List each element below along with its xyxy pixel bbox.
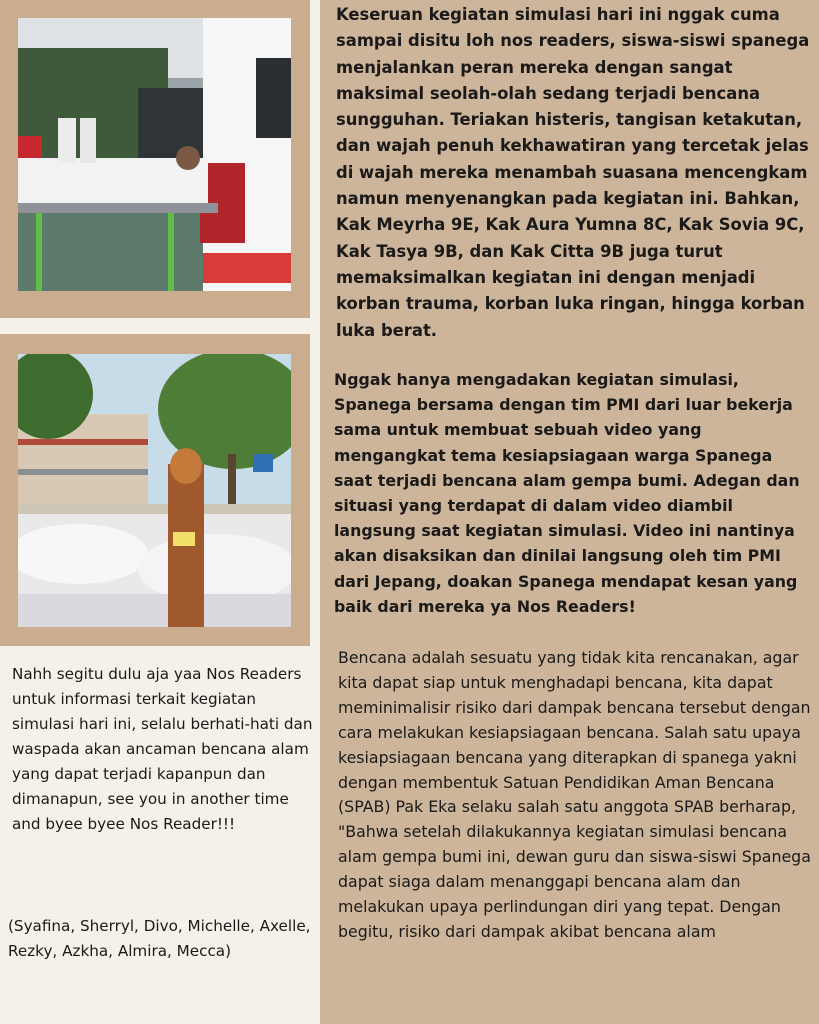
schoolyard-photo-illustration [18, 354, 291, 627]
stretcher-photo-illustration [18, 18, 291, 291]
stretcher-simulation-photo [18, 18, 291, 291]
article-paragraph-spab: Bencana adalah sesuatu yang tidak kita rencanakan, agar kita dapat siap untuk menghadapi bencana, kita dapat meminimalisir risiko dari dampak bencana tersebut dengan cara melakukan kesiapsiagaan bencana. Salah satu upaya kesiapsiagaan bencana yang diterapkan di spanega yakni dengan membentuk Satuan Pendidikan Aman Bencana (SPAB) Pak Eka selaku salah satu anggota SPAB berharap, "Bahwa setelah dilakukannya kegiatan simulasi bencana alam gempa bumi ini, dewan guru dan siswa-siswi Spanega dapat siaga dalam menanggapi bencana alam dan melakukan upaya perlindungan diri yang tepat. Dengan begitu, risiko dari dampak akibat bencana alam [338, 648, 811, 941]
article-column [320, 0, 819, 1024]
left-column [0, 0, 320, 1024]
schoolyard-assembly-photo [18, 354, 291, 627]
author-credits: (Syafina, Sherryl, Divo, Michelle, Axelle, Rezky, Azkha, Almira, Mecca) [8, 917, 311, 960]
article-paragraph-simulation: Keseruan kegiatan simulasi hari ini nggak cuma sampai disitu loh nos readers, siswa-siswi spanega menjalankan peran mereka dengan sangat maksimal seolah-olah sedang terjadi bencana sungguhan. Teriakan histeris, tangisan ketakutan, dan wajah penuh kekhawatiran yang tercetak jelas di wajah mereka menambah suasana mencengkam namun menyenangkan pada kegiatan ini. Bahkan, Kak Meyrha 9E, Kak Aura Yumna 8C, Kak Sovia 9C, Kak Tasya 9B, dan Kak Citta 9B juga turut memaksimalkan kegiatan ini dengan menjadi korban trauma, korban luka ringan, hingga korban luka berat. [336, 5, 810, 340]
photo-frame-top [0, 0, 310, 318]
closing-note: Nahh segitu dulu aja yaa Nos Readers untuk informasi terkait kegiatan simulasi hari ini, selalu berhati-hati dan waspada akan ancaman bencana alam yang dapat terjadi kapanpun dan dimanapun, see you in another time and byee byee Nos Reader!!! [12, 665, 313, 833]
photo-frame-middle [0, 334, 310, 646]
article-paragraph-video: Nggak hanya mengadakan kegiatan simulasi, Spanega bersama dengan tim PMI dari luar bekerja sama untuk membuat sebuah video yang mengangkat tema kesiapsiagaan warga Spanega saat terjadi bencana alam gempa bumi. Adegan dan situasi yang terdapat di dalam video diambil langsung saat kegiatan simulasi. Video ini nantinya akan disaksikan dan dinilai langsung oleh tim PMI dari Jepang, doakan Spanega mendapat kesan yang baik dari mereka ya Nos Readers! [334, 370, 800, 616]
